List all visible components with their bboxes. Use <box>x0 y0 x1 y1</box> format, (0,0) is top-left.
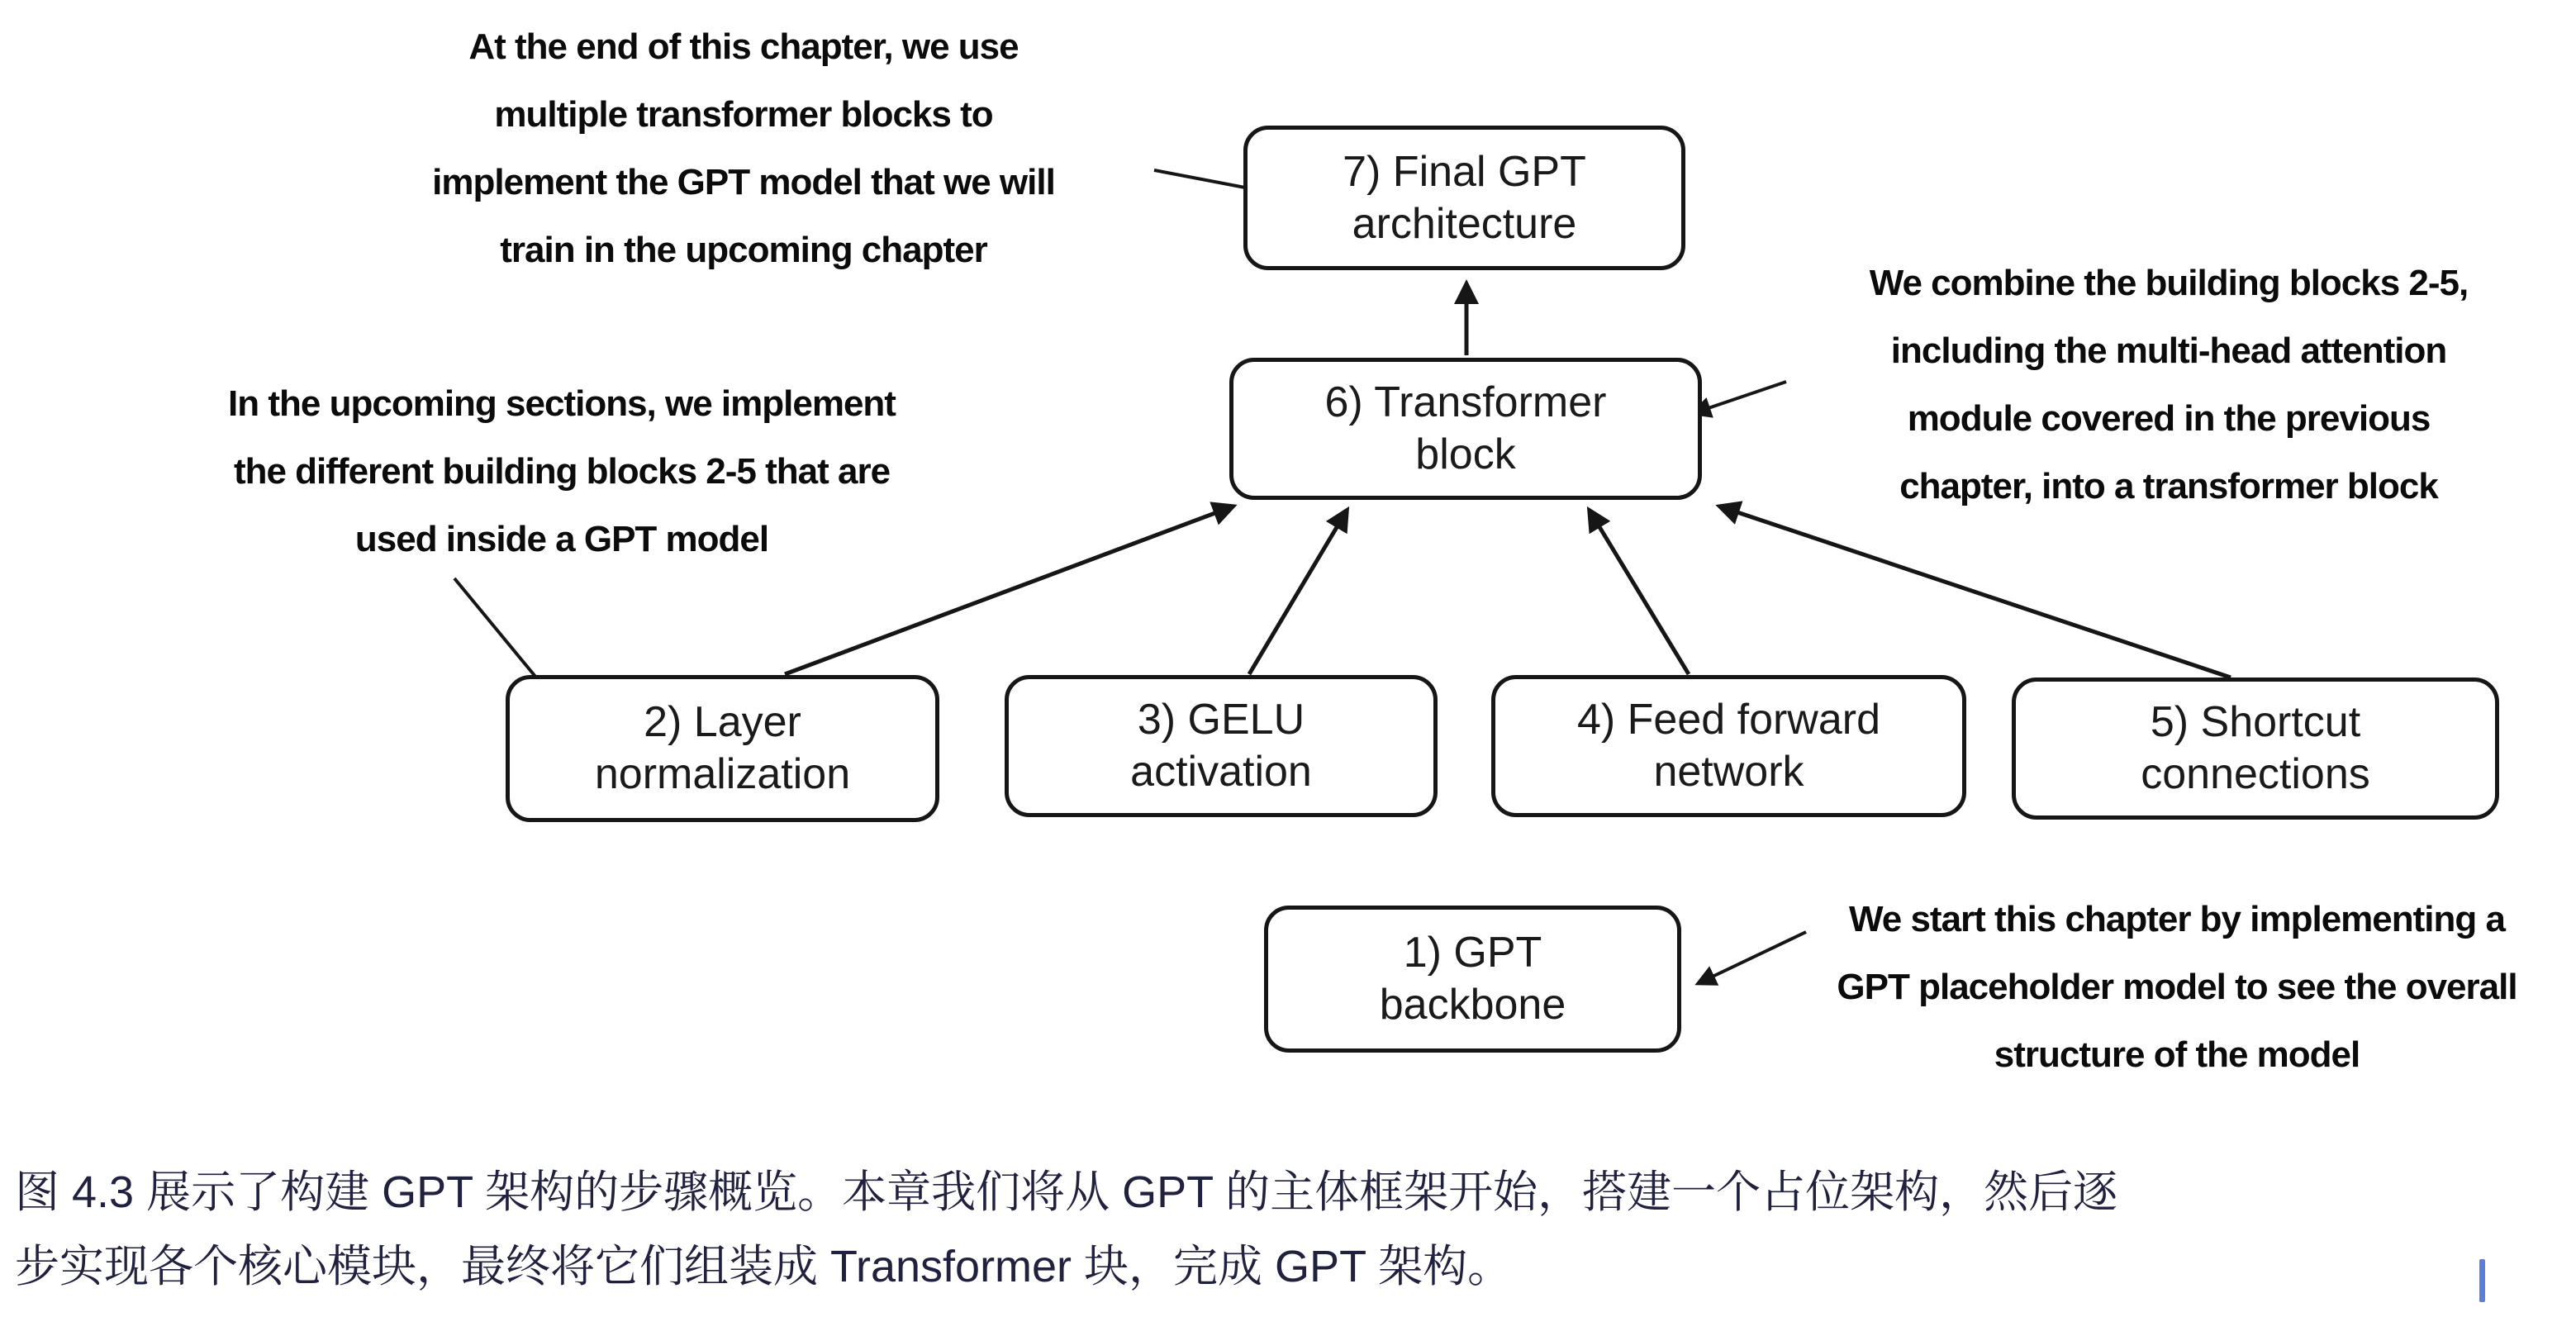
box-feed-forward-network <box>1491 675 1966 817</box>
annotation-mid-right-line1: We combine the building blocks 2-5, <box>1869 263 2469 303</box>
box-gelu-activation <box>1005 675 1438 817</box>
annotation-bottom-right-line3: structure of the model <box>1994 1034 2360 1075</box>
annotation-mid-right-line2: including the multi-head attention <box>1890 330 2447 371</box>
annotation-mid-left-line1: In the upcoming sections, we implement <box>228 383 896 424</box>
arrow-feedforward-to-transformer <box>1590 511 1689 674</box>
box-shortcut-connections <box>2012 678 2499 820</box>
box-backbone-line1: 1) GPT <box>1403 929 1542 977</box>
box-transformer-block <box>1229 358 1702 500</box>
box-final-gpt-line2: architecture <box>1352 199 1577 248</box>
annotation-bottom-right-line1: We start this chapter by implementing a <box>1849 899 2505 939</box>
box-gelu-line2: activation <box>1130 748 1312 796</box>
annotation-mid-left-line3: used inside a GPT model <box>354 519 769 559</box>
box-transformer-line2: block <box>1415 430 1516 478</box>
annotation-bottom-right-line2: GPT placeholder model to see the overall <box>1837 967 2517 1007</box>
box-backbone-line2: backbone <box>1379 981 1566 1029</box>
box-layer-normalization <box>506 675 939 822</box>
text-cursor <box>2479 1259 2485 1302</box>
box-shortcut-line1: 5) Shortcut <box>2150 698 2361 746</box>
box-transformer-line1: 6) Transformer <box>1324 378 1607 426</box>
annotation-mid-right <box>1776 250 2561 521</box>
figure-caption-line1: 图 4.3 展示了构建 GPT 架构的步骤概览。本章我们将从 GPT 的主体框架开始，搭建一个占位架构，然后逐 <box>15 1167 2118 1217</box>
annotation-top-left-line1: At the end of this chapter, we use <box>468 26 1019 67</box>
annotation-mid-left-line2: the different building blocks 2-5 that are <box>233 451 891 492</box>
box-layernorm-line1: 2) Layer <box>644 698 801 746</box>
box-feedforward-line2: network <box>1653 748 1804 796</box>
annotation-bottom-right <box>1768 886 2576 1089</box>
box-feedforward-line1: 4) Feed forward <box>1576 696 1881 744</box>
arrow-gelu-to-transformer <box>1249 511 1347 674</box>
box-gelu-line1: 3) GELU <box>1137 696 1305 744</box>
annotation-top-left-line4: train in the upcoming chapter <box>500 230 987 270</box>
box-final-gpt-architecture <box>1243 126 1685 270</box>
arrow-annotation-to-transformer <box>1694 382 1786 413</box>
box-gpt-backbone <box>1264 906 1681 1053</box>
annotation-top-left <box>314 13 1173 284</box>
annotation-top-left-line2: multiple transformer blocks to <box>494 94 993 135</box>
box-shortcut-line2: connections <box>2141 750 2370 798</box>
arrow-shortcut-to-transformer <box>1720 506 2231 678</box>
annotation-mid-right-line3: module covered in the previous <box>1907 398 2431 439</box>
figure-caption <box>15 1155 2543 1304</box>
figure-caption-line2: 步实现各个核心模块，最终将它们组装成 Transformer 块，完成 GPT 架构。 <box>15 1242 1513 1291</box>
annotation-mid-right-line4: chapter, into a transformer block <box>1899 466 2438 506</box>
annotation-mid-left <box>140 370 983 573</box>
box-final-gpt-line1: 7) Final GPT <box>1343 147 1586 196</box>
annotation-top-left-line3: implement the GPT model that we will <box>432 162 1055 202</box>
box-layernorm-line2: normalization <box>594 750 851 798</box>
